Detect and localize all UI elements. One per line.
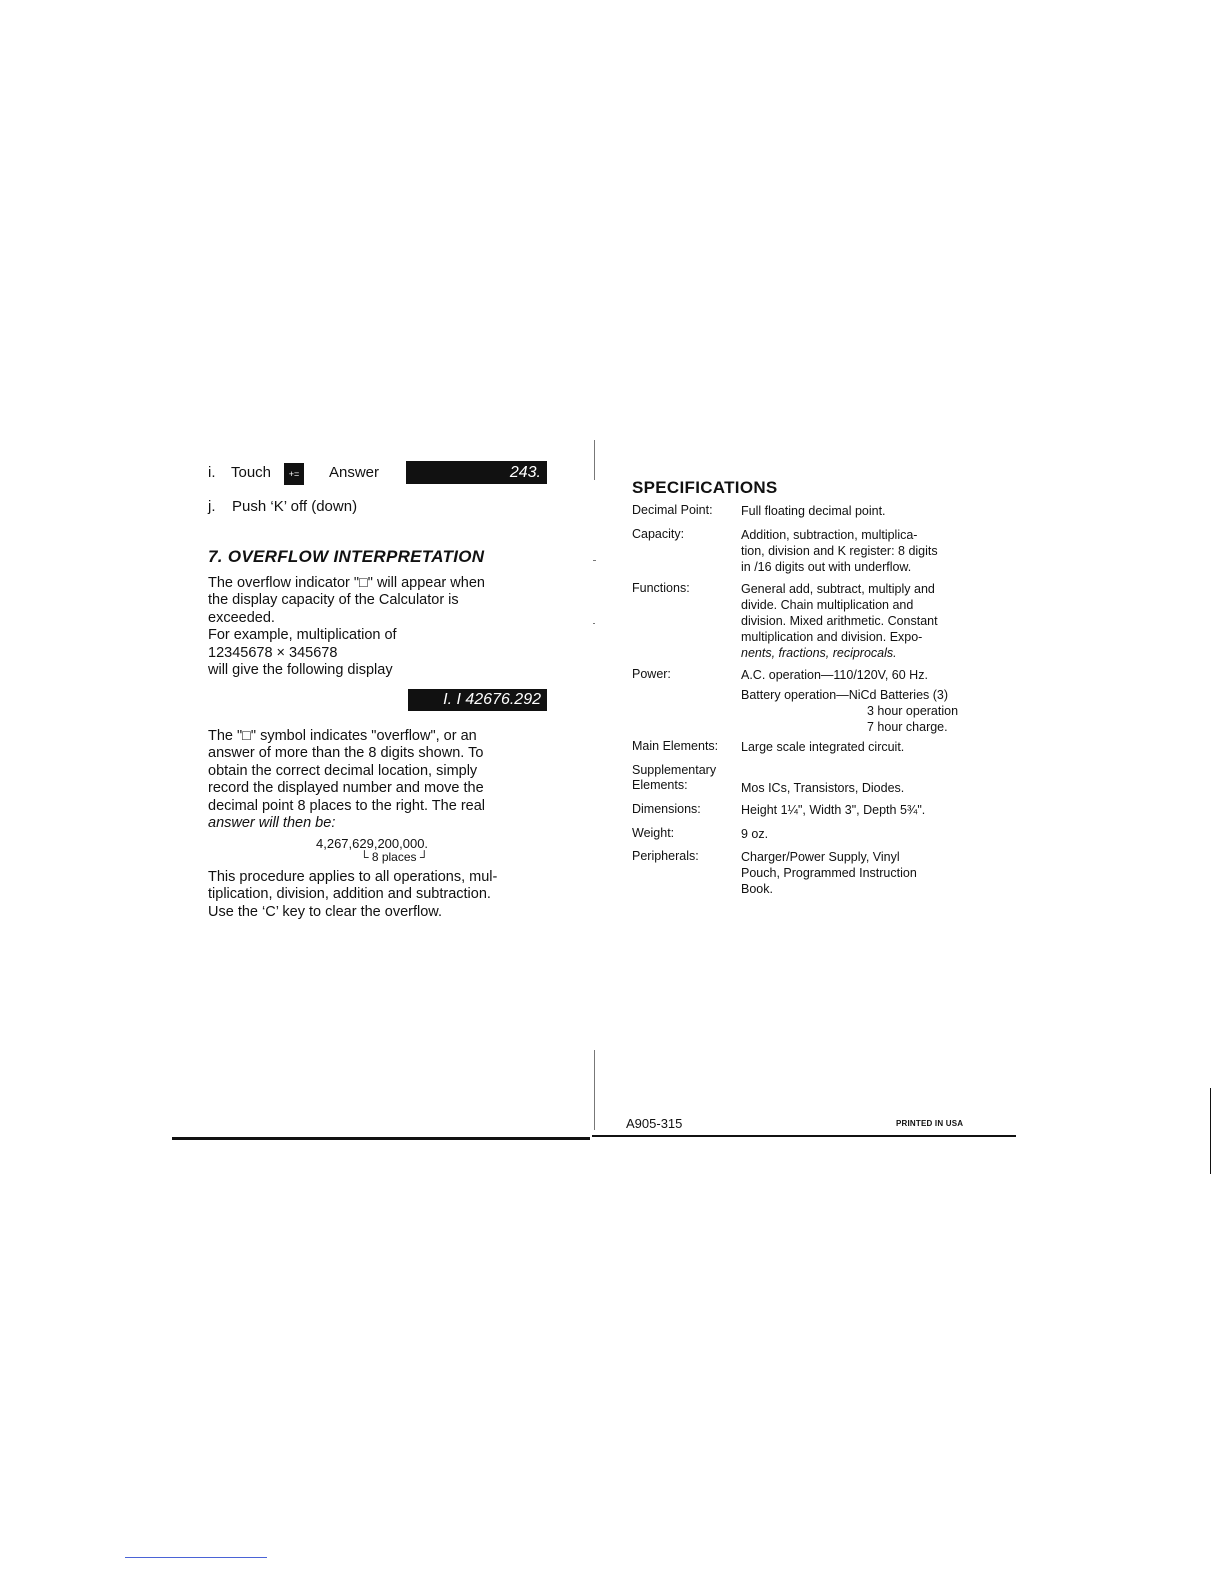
spec-label: Supplementary Elements: [632,763,717,792]
bottom-rule-right [592,1135,1016,1137]
paragraph-line: decimal point 8 places to the right. The real [208,797,486,814]
equals-key-icon: += [284,463,304,485]
procedure-paragraph [208,869,558,921]
spec-value-line: tion, division and K register: 8 digits [741,544,938,558]
spec-value-line: Mos ICs, Transistors, Diodes. [741,781,905,795]
spec-value-line: Book. [741,882,773,896]
section-title: OVERFLOW INTERPRETATION [227,547,485,566]
spec-value-line: in /16 digits out with underflow. [741,560,912,574]
paragraph-line: For example, multiplication of [208,627,397,644]
gutter-mark [594,440,595,480]
paragraph-line: exceeded. [208,609,275,626]
bottom-link-line [125,1557,267,1558]
answer-label: Answer [329,464,380,481]
spec-value-line: divide. Chain multiplication and [741,598,914,612]
paragraph-line: 12345678 × 345678 [208,644,338,661]
spec-value [741,667,981,735]
spec-value [741,527,981,575]
overflow-paragraph [208,575,558,679]
spec-label: Capacity: [632,527,685,541]
paragraph-line: answer of more than the 8 digits shown. To [208,745,484,762]
spec-value-line: 7 hour charge. [867,720,948,734]
paragraph-line: record the displayed number and move the [208,780,484,797]
spec-value-line: A.C. operation—110/120V, 60 Hz. [741,668,928,682]
spec-value [741,802,981,818]
spec-value-line: Pouch, Programmed Instruction [741,866,917,880]
footer-printed-in-usa: PRINTED IN USA [896,1119,964,1128]
overflow-display: I. I 42676.292 [408,689,547,711]
spec-value-line: Addition, subtraction, multiplica- [741,528,918,542]
spec-value-line: multiplication and division. Expo- [741,630,923,644]
spec-label: Dimensions: [632,802,701,816]
paragraph-line: answer will then be: [208,815,336,832]
spec-value [741,581,981,661]
spec-value [741,849,981,897]
section-number: 7. [208,547,223,566]
step-i-label: i. [208,464,216,481]
spec-value-line: Full floating decimal point. [741,504,886,518]
spec-value-line: Charger/Power Supply, Vinyl [741,850,900,864]
step-j-label: j. [208,498,216,515]
step-i-text: Touch [231,464,272,481]
spec-label: Main Elements: [632,739,719,753]
step-j-text: Push ‘K’ off (down) [232,498,358,515]
right-edge-mark [1210,1088,1211,1174]
spec-value-line: 9 oz. [741,827,769,841]
spec-value-line: Height 1¼", Width 3", Depth 5¾". [741,803,926,817]
spec-label: Functions: [632,581,690,595]
paragraph-line: The overflow indicator "□" will appear when [208,575,485,591]
spec-value [741,739,981,755]
spec-value-line: Large scale integrated circuit. [741,740,905,754]
spec-value-line: nents, fractions, reciprocals. [741,646,897,660]
spec-label: Power: [632,667,671,681]
spec-label: Peripherals: [632,849,699,863]
spec-value-line: 3 hour operation [867,704,959,718]
paragraph-line: the display capacity of the Calculator is [208,592,459,609]
spec-label: Decimal Point: [632,503,713,517]
gutter-mark [593,623,595,624]
paragraph-line: This procedure applies to all operations, mul- [208,869,498,885]
paragraph-line: obtain the correct decimal location, simply [208,762,478,779]
paragraph-line: Use the ‘C’ key to clear the overflow. [208,903,442,920]
paragraph-line: will give the following display [208,662,393,679]
real-answer: 4,267,629,200,000. [316,836,429,851]
spec-value-line: Battery operation—NiCd Batteries (3) [741,688,949,702]
paragraph-line: tiplication, division, addition and subtraction. [208,886,491,903]
overflow-explanation [208,728,558,832]
spec-label: Weight: [632,826,675,840]
step-j [208,498,548,518]
spec-value-line: General add, subtract, multiply and [741,582,935,596]
gutter-mark [593,560,596,561]
spec-value [741,780,981,796]
bottom-rule-left [172,1137,590,1140]
section-heading [208,547,548,567]
paragraph-line: The "□" symbol indicates "overflow", or an [208,728,477,744]
answer-display: 243. [406,461,547,484]
places-note: └ 8 places ┘ [360,850,429,864]
spec-value-line: division. Mixed arithmetic. Constant [741,614,938,628]
spec-value [741,503,981,519]
gutter-mark [594,1050,595,1130]
footer-code: A905-315 [626,1116,683,1131]
specifications-title: SPECIFICATIONS [632,478,778,497]
spec-value [741,826,981,842]
